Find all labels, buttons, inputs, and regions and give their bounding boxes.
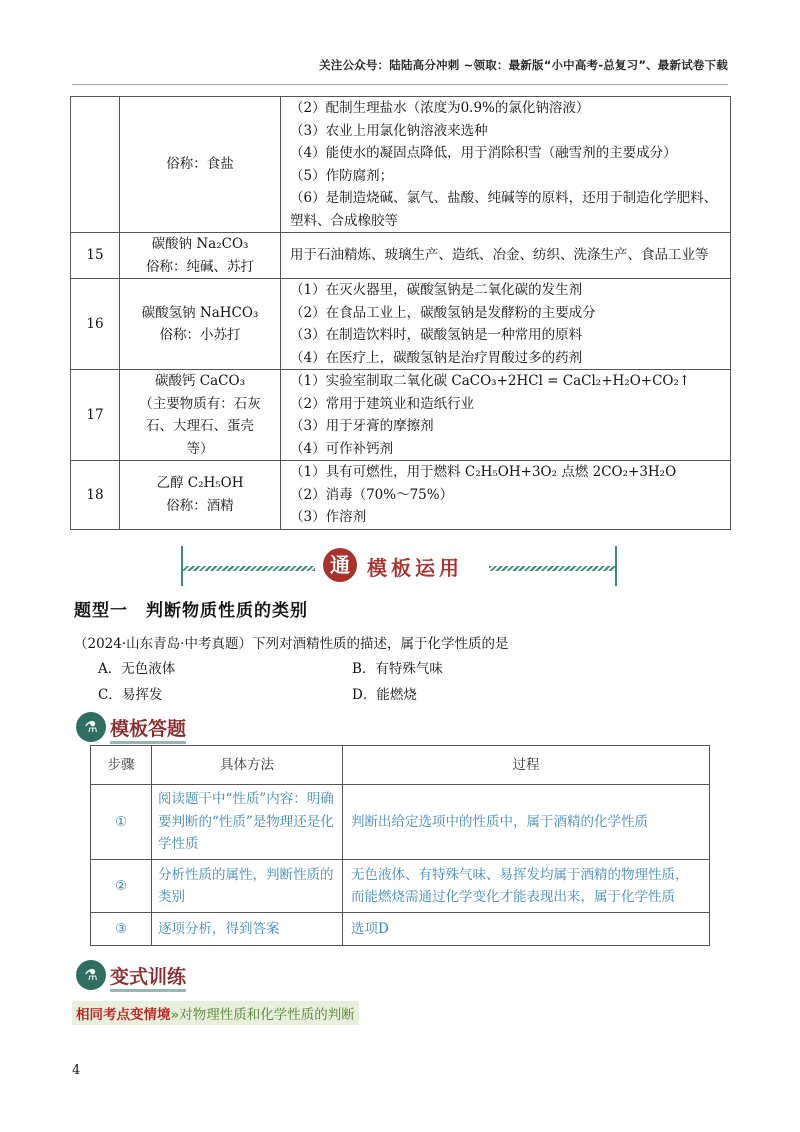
banner-left-stripe (181, 566, 315, 571)
use-line: （3）农业上用氯化钠溶液来选种 (290, 122, 488, 139)
steps-row (91, 913, 710, 946)
use-line: （1）实验室制取二氧化碳 CaCO₃+2HCl = CaCl₂+H₂O+CO₂↑ (290, 373, 691, 389)
use-line: （4）在医疗上，碳酸氢钠是治疗胃酸过多的药剂 (290, 349, 583, 366)
substance-name-line: 俗称：小苏打 (159, 327, 241, 343)
flask-icon: ⚗ (76, 712, 106, 742)
table-row (71, 279, 731, 370)
use-line: （2）常用于建筑业和造纸行业 (290, 395, 475, 412)
banner-right-bar (615, 546, 617, 586)
page-header: 关注公众号：陆陆高分冲刺 ~领取：最新版“小中高考-总复习”、最新试卷下载 (319, 58, 728, 72)
step-process: 选项D (343, 913, 710, 946)
template-answer-label: 模板答题 (110, 714, 186, 741)
table-row (71, 370, 731, 461)
substance-name-line: 石、大理石、蛋壳 (146, 418, 254, 434)
substance-name-line: 等） (186, 440, 214, 457)
row-number (71, 97, 120, 233)
steps-row (91, 785, 710, 860)
table-row (71, 461, 731, 530)
substance-name-line: （主要物质有：石灰 (139, 395, 261, 412)
tong-badge-icon: 通 (323, 548, 357, 582)
step-method: 逐项分析，得到答案 (152, 913, 343, 946)
variant-training-label: 变式训练 (110, 962, 186, 989)
steps-table (90, 745, 710, 946)
double-arrow-icon: » (170, 1007, 180, 1023)
substance-name-line: 俗称：食盐 (166, 156, 234, 173)
substance-name (120, 370, 281, 461)
step-number: ② (91, 860, 152, 913)
step-number: ① (91, 785, 152, 860)
use-line: （4）能使水的凝固点降低，用于消除积雪（融雪剂的主要成分） (290, 145, 677, 161)
substance-name-line: 碳酸钠 Na₂CO₃ (151, 236, 249, 252)
flask-icon: ⚗ (76, 960, 106, 990)
banner-right-stripe (489, 566, 617, 571)
table-row (71, 97, 731, 233)
substance-uses (281, 97, 731, 233)
use-line: （3）用于牙膏的摩擦剂 (290, 418, 434, 434)
substance-uses (281, 233, 731, 279)
substance-name (120, 279, 281, 370)
steps-header-cell: 具体方法 (152, 746, 343, 785)
tag-green-text: 对物理性质和化学性质的判断 (179, 1007, 355, 1023)
steps-header-cell: 过程 (343, 746, 710, 785)
substance-uses (281, 461, 731, 530)
question-stem: （2024·山东青岛·中考真题）下列对酒精性质的描述，属于化学性质的是 (74, 636, 509, 652)
substance-name-line: 碳酸氢钠 NaHCO₃ (141, 304, 259, 321)
row-number: 15 (71, 233, 120, 279)
template-banner (181, 546, 617, 586)
option-a: A．无色液体 (98, 661, 176, 677)
row-number: 18 (71, 461, 120, 530)
header-rule (72, 84, 728, 85)
use-line: 用于石油精炼、玻璃生产、造纸、冶金、纺织、洗涤生产、食品工业等 (290, 247, 709, 264)
use-line: （5）作防腐剂； (290, 167, 394, 184)
use-line: （4）可作补钙剂 (290, 440, 394, 457)
section-title: 题型一 判断物质性质的类别 (74, 601, 308, 621)
page-number: 4 (72, 1063, 81, 1078)
substance-name-line: 俗称：酒精 (166, 497, 234, 514)
substance-name (120, 461, 281, 530)
steps-header-cell: 步骤 (91, 746, 152, 785)
step-process: 无色液体、有特殊气味、易挥发均属于酒精的物理性质，而能燃烧需通过化学变化才能表现出来，属于化学性质 (343, 860, 710, 913)
use-line: 塑料、合成橡胶等 (290, 212, 398, 229)
use-line: （3）作溶剂 (290, 509, 367, 525)
option-b: B．有特殊气味 (352, 661, 443, 677)
context-tag (72, 1001, 359, 1025)
use-line: （1）具有可燃性，用于燃料 C₂H₅OH+3O₂ 点燃 2CO₂+3H₂O (290, 464, 677, 480)
use-line: （1）在灭火器里，碳酸氢钠是二氧化碳的发生剂 (290, 282, 583, 298)
tag-red-text: 相同考点变情境 (76, 1007, 171, 1023)
step-number: ③ (91, 913, 152, 946)
use-line: （2）配制生理盐水（浓度为0.9%的氯化钠溶液） (290, 100, 590, 116)
substance-name-line: 俗称：纯碱、苏打 (146, 258, 254, 275)
substance-name (120, 97, 281, 233)
step-process: 判断出给定选项中的性质中，属于酒精的化学性质 (343, 785, 710, 860)
use-line: （2）消毒（70%～75%） (290, 486, 454, 503)
step-method: 阅读题干中“性质”内容：明确要判断的“性质”是物理还是化学性质 (152, 785, 343, 860)
row-number: 16 (71, 279, 120, 370)
steps-header-row (91, 746, 710, 785)
substance-name-line: 碳酸钙 CaCO₃ (155, 373, 245, 389)
table-row (71, 233, 731, 279)
substance-uses (281, 370, 731, 461)
row-number: 17 (71, 370, 120, 461)
banner-title: 模板运用 (367, 556, 463, 580)
option-d: D．能燃烧 (352, 687, 417, 703)
substance-name (120, 233, 281, 279)
step-method: 分析性质的属性，判断性质的类别 (152, 860, 343, 913)
substance-table (70, 96, 731, 530)
use-line: （6）是制造烧碱、氯气、盐酸、纯碱等的原料，还用于制造化学肥料、 (290, 190, 718, 206)
use-line: （2）在食品工业上，碳酸氢钠是发酵粉的主要成分 (290, 304, 596, 321)
option-c: C．易挥发 (98, 687, 163, 703)
steps-row (91, 860, 710, 913)
substance-name-line: 乙醇 C₂H₅OH (156, 475, 244, 492)
substance-uses (281, 279, 731, 370)
use-line: （3）在制造饮料时，碳酸氢钠是一种常用的原料 (290, 327, 583, 343)
